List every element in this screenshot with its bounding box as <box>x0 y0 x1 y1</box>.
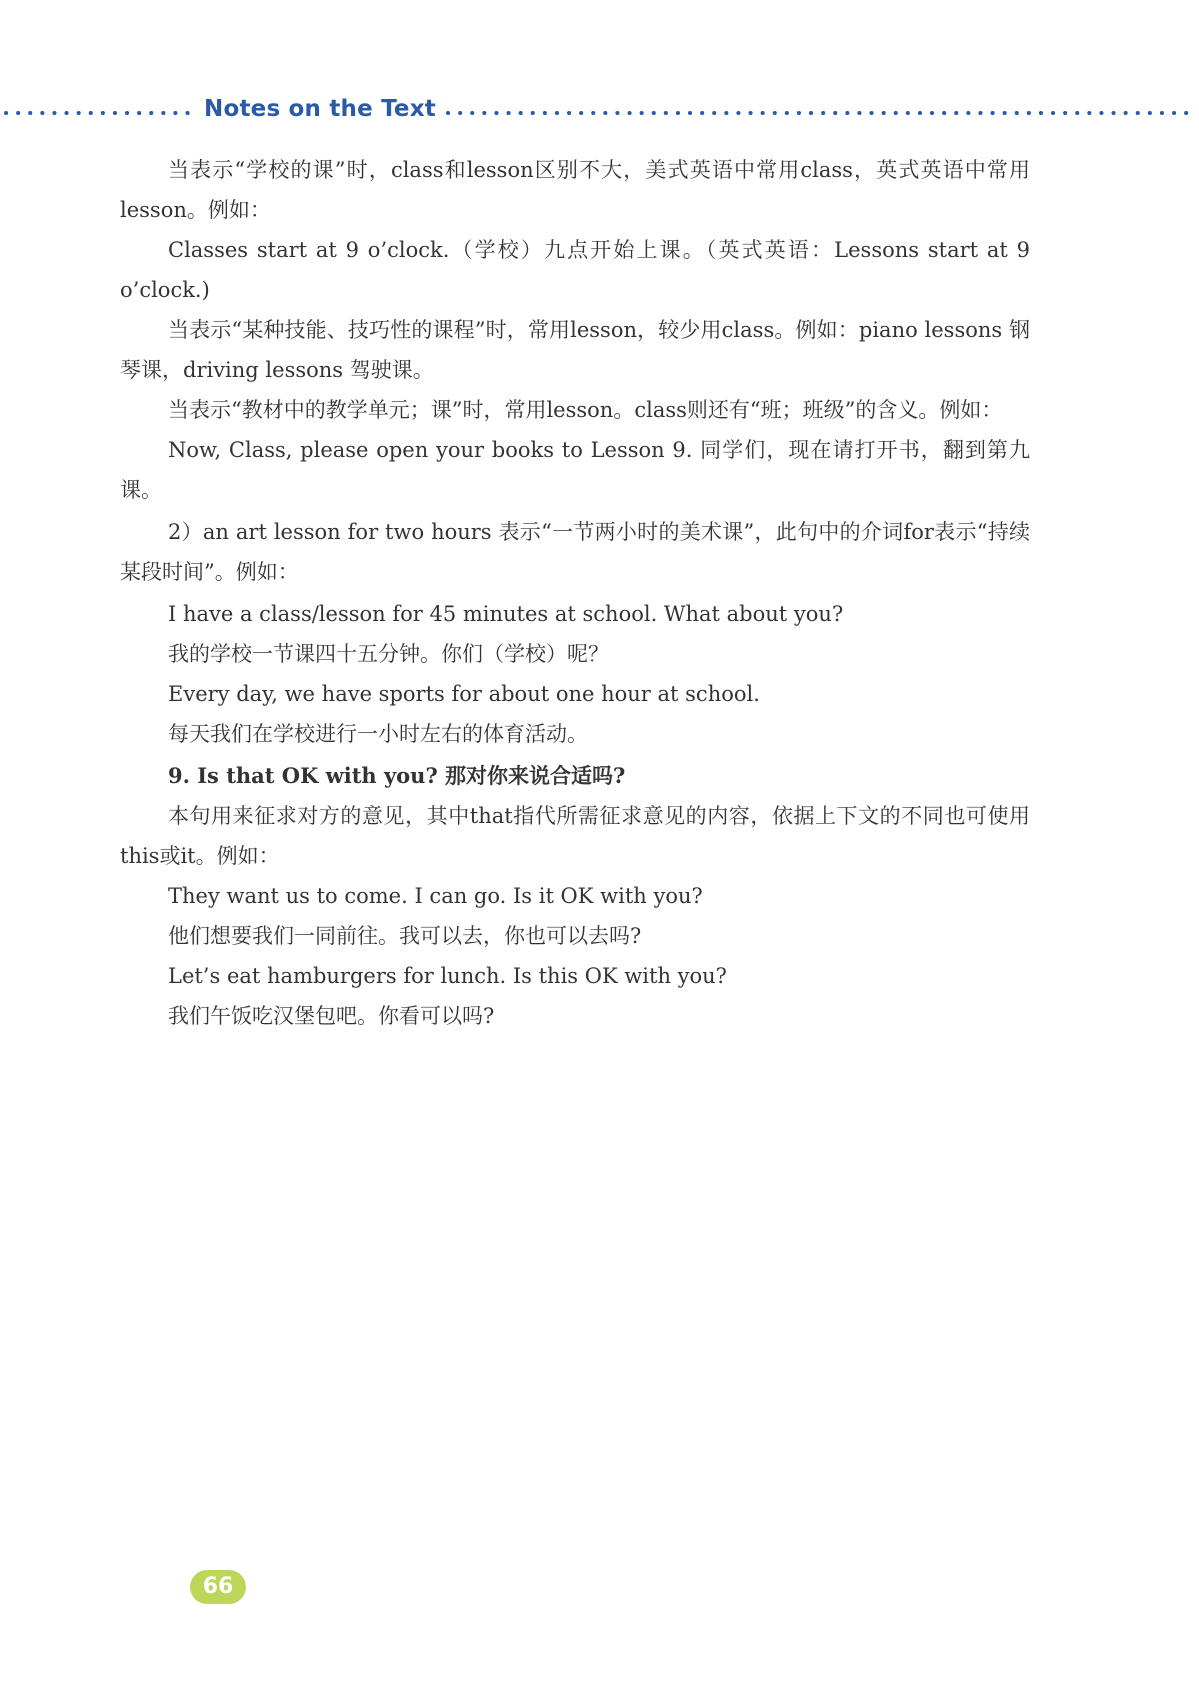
note-9-heading: 9. Is that OK with you? 那对你来说合适吗? <box>168 763 626 788</box>
example-classes-start: Classes start at 9 o’clock.（学校）九点开始上课。（英式英语：Lessons start at 9 o’clock.) <box>120 238 1030 302</box>
note-2-art-lesson: 2）an art lesson for two hours 表示“一节两小时的美术课”，此句中的介词for表示“持续某段时间”。例如： <box>120 520 1030 584</box>
paragraph-skill-lessons: 当表示“某种技能、技巧性的课程”时，常用lesson，较少用class。例如：piano lessons 钢琴课，driving lessons 驾驶课。 <box>120 318 1030 382</box>
example-chinese: 我们午饭吃汉堡包吧。你看可以吗? <box>168 1004 495 1028</box>
paragraph-textbook-lesson: 当表示“教材中的教学单元；课”时，常用lesson。class则还有“班；班级”的含义。例如： <box>168 398 1003 422</box>
example-chinese: 每天我们在学校进行一小时左右的体育活动。 <box>168 722 588 746</box>
example-open-books: Now, Class, please open your books to Lesson 9. 同学们，现在请打开书，翻到第九课。 <box>120 438 1030 502</box>
header-title: Notes on the Text <box>204 96 436 122</box>
example-english: Every day, we have sports for about one hour at school. <box>168 682 760 706</box>
page-number-badge: 66 <box>190 1570 246 1604</box>
example-chinese: 我的学校一节课四十五分钟。你们（学校）呢？ <box>168 642 609 666</box>
section-header <box>0 92 1199 132</box>
paragraph-class-vs-lesson: 当表示“学校的课”时，class和lesson区别不大，美式英语中常用class，英式英语中常用lesson。例如： <box>120 158 1030 222</box>
notes-body <box>120 150 1030 1036</box>
example-english: They want us to come. I can go. Is it OK with you? <box>168 884 703 908</box>
header-dotted-rule-left <box>4 110 192 116</box>
example-chinese: 他们想要我们一同前往。我可以去，你也可以去吗? <box>168 924 642 948</box>
paragraph-asking-opinion: 本句用来征求对方的意见，其中that指代所需征求意见的内容，依据上下文的不同也可使用this或it。例如： <box>120 804 1030 868</box>
example-english: I have a class/lesson for 45 minutes at school. What about you? <box>168 602 844 626</box>
header-dotted-rule-right <box>446 110 1196 116</box>
example-english: Let’s eat hamburgers for lunch. Is this OK with you? <box>168 964 727 988</box>
